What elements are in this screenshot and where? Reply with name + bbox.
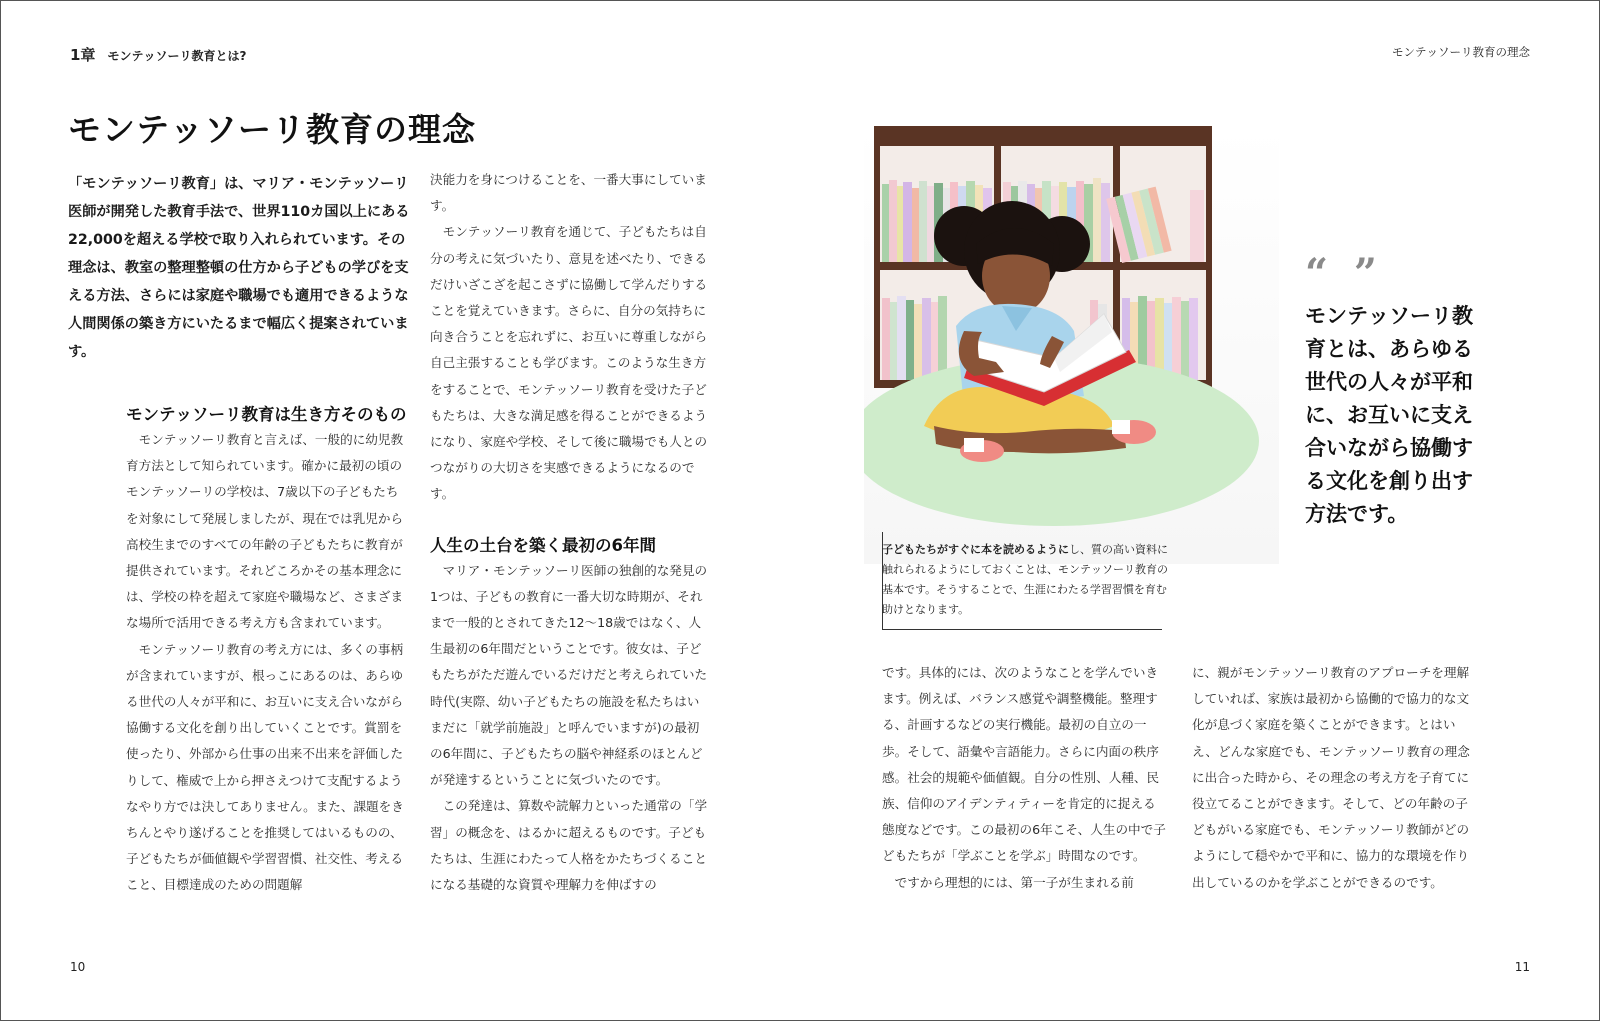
paragraph: モンテッソーリ教育と言えば、一般的に幼児教育方法として知られています。確かに最初の頃のモンテッソーリの学校は、7歳以下の子どもたちを対象にして発展しましたが、現在では乳児から高校生までのすべての年齢の子どもたちに教育が提供されています。それどころかその基本理念には、学校の枠を超えて家庭や職場など、さまざまな場所で活用できる考え方も含まれています。 xyxy=(126,432,404,631)
paragraph: です。具体的には、次のようなことを学んでいきます。例えば、バランス感覚や調整機能。整理する、計画するなどの実行機能。最初の自立の一歩。そして、語彙や言語能力。さらに内面の秩序感。社会的規範や価値観。自分の性別、人種、民族、信仰のアイデンティティーを肯定的に捉える態度などです。この最初の6年こそ、人生の中で子どもたちが「学ぶことを学ぶ」時間なのです。 xyxy=(882,665,1166,864)
caption-lead: 子どもたちがすぐに本を読めるように xyxy=(882,543,1069,556)
quote-marks-icon: “ ” xyxy=(1305,250,1383,297)
chapter-number: 1章 xyxy=(70,46,96,64)
paragraph: 決能力を身につけることを、一番大事にしています。 xyxy=(430,172,707,214)
column-3 xyxy=(882,660,1168,896)
paragraph: マリア・モンテッソーリ医師の独創的な発見の1つは、子どもの教育に一番大切な時期が、それまで一般的とされてきた12〜18歳ではなく、人生最初の6年間だということです。彼女は、子どもたちがただ遊んでいるだけだと考えられていた時代(実際、幼い子どもたちの施設を私たちはいまだに「就学前施設」と呼んでいますが)の最初の6年間に、子どもたちの脳や神経系のほとんどが発達するということに気づいたのです。 xyxy=(430,562,708,788)
illustration-girl-reading xyxy=(864,126,1279,564)
column-1 xyxy=(126,401,406,899)
chapter-header xyxy=(70,44,246,65)
paragraph: この発達は、算数や読解力といった通常の「学習」の概念を、はるかに超えるものです。子どもたちは、生涯にわたって人格をかたちづくることになる基礎的な資質や理解力を伸ばすの xyxy=(430,798,708,893)
caption-rule-horizontal xyxy=(882,629,1162,630)
page-title: モンテッソーリ教育の理念 xyxy=(68,110,476,149)
pull-quote: モンテッソーリ教育とは、あらゆる世代の人々が平和に、お互いに支え合いながら協働する文化を創り出す方法です。 xyxy=(1305,304,1473,526)
chapter-title: モンテッソーリ教育とは? xyxy=(107,49,247,63)
column-2 xyxy=(430,167,710,898)
paragraph: モンテッソーリ教育の考え方には、多くの事柄が含まれていますが、根っこにあるのは、あらゆる世代の人々が平和に、お互いに支え合いながら協働する文化を創り出していくことです。賞罰を使ったり、外部から仕事の出来不出来を評価したりして、権威で上から押さえつけて支配するようなやり方では決してありません。また、課題をきちんとやり遂げることを推奨してはいるものの、子どもたちが価値観や学習習慣、社交性、考えること、目標達成のための問題解 xyxy=(126,641,404,893)
paragraph: ですから理想的には、第一子が生まれる前 xyxy=(894,874,1134,890)
caption-text: し、質の高い資料に触れられるようにしておくことは、モンテッソーリ教育の基本です。そうすることで、生涯にわたる学習習慣を育む助けとなります。 xyxy=(882,543,1168,616)
page-number-right: 11 xyxy=(1514,960,1530,974)
figure-caption xyxy=(882,540,1170,620)
running-title: モンテッソーリ教育の理念 xyxy=(1392,45,1530,59)
section-heading-2: 人生の土台を築く最初の6年間 xyxy=(430,535,656,555)
lead-paragraph: 「モンテッソーリ教育」は、マリア・モンテッソーリ医師が開発した教育手法で、世界110カ国以上にある22,000を超える学校で取り入れられています。その理念は、教室の整理整頓の仕方から子どもの学びを支える方法、さらには家庭や職場でも適用できるような人間関係の築き方にいたるまで幅広く提案されています。 xyxy=(68,176,410,360)
column-4 xyxy=(1192,660,1478,896)
paragraph: モンテッソーリ教育を通じて、子どもたちは自分の考えに気づいたり、意見を述べたり、できるだけいざこざを起こさずに協働して学んだりすることを覚えていきます。さらに、自分の気持ちに向き合うことを忘れずに、お互いに尊重しながら自己主張することも学びます。このような生き方をすることで、モンテッソーリ教育を受けた子どもたちは、大きな満足感を得ることができるようになり、家庭や学校、そして後に職場でも人とのつながりの大切さを実感できるようになるのです。 xyxy=(430,224,708,502)
section-heading-1: モンテッソーリ教育は生き方そのもの xyxy=(126,405,407,424)
page-number-left: 10 xyxy=(70,960,86,974)
paragraph: に、親がモンテッソーリ教育のアプローチを理解していれば、家族は最初から協働的で協力的な文化が息づく家庭を築くことができます。とはいえ、どんな家庭でも、モンテッソーリ教育の理念に出合った時から、その理念の考え方を子育てに役立てることができます。そして、どの年齢の子どもがいる家庭でも、モンテッソーリ教師がどのようにして穏やかで平和に、協力的な環境を作り出しているのかを学ぶことができるのです。 xyxy=(1192,665,1470,890)
